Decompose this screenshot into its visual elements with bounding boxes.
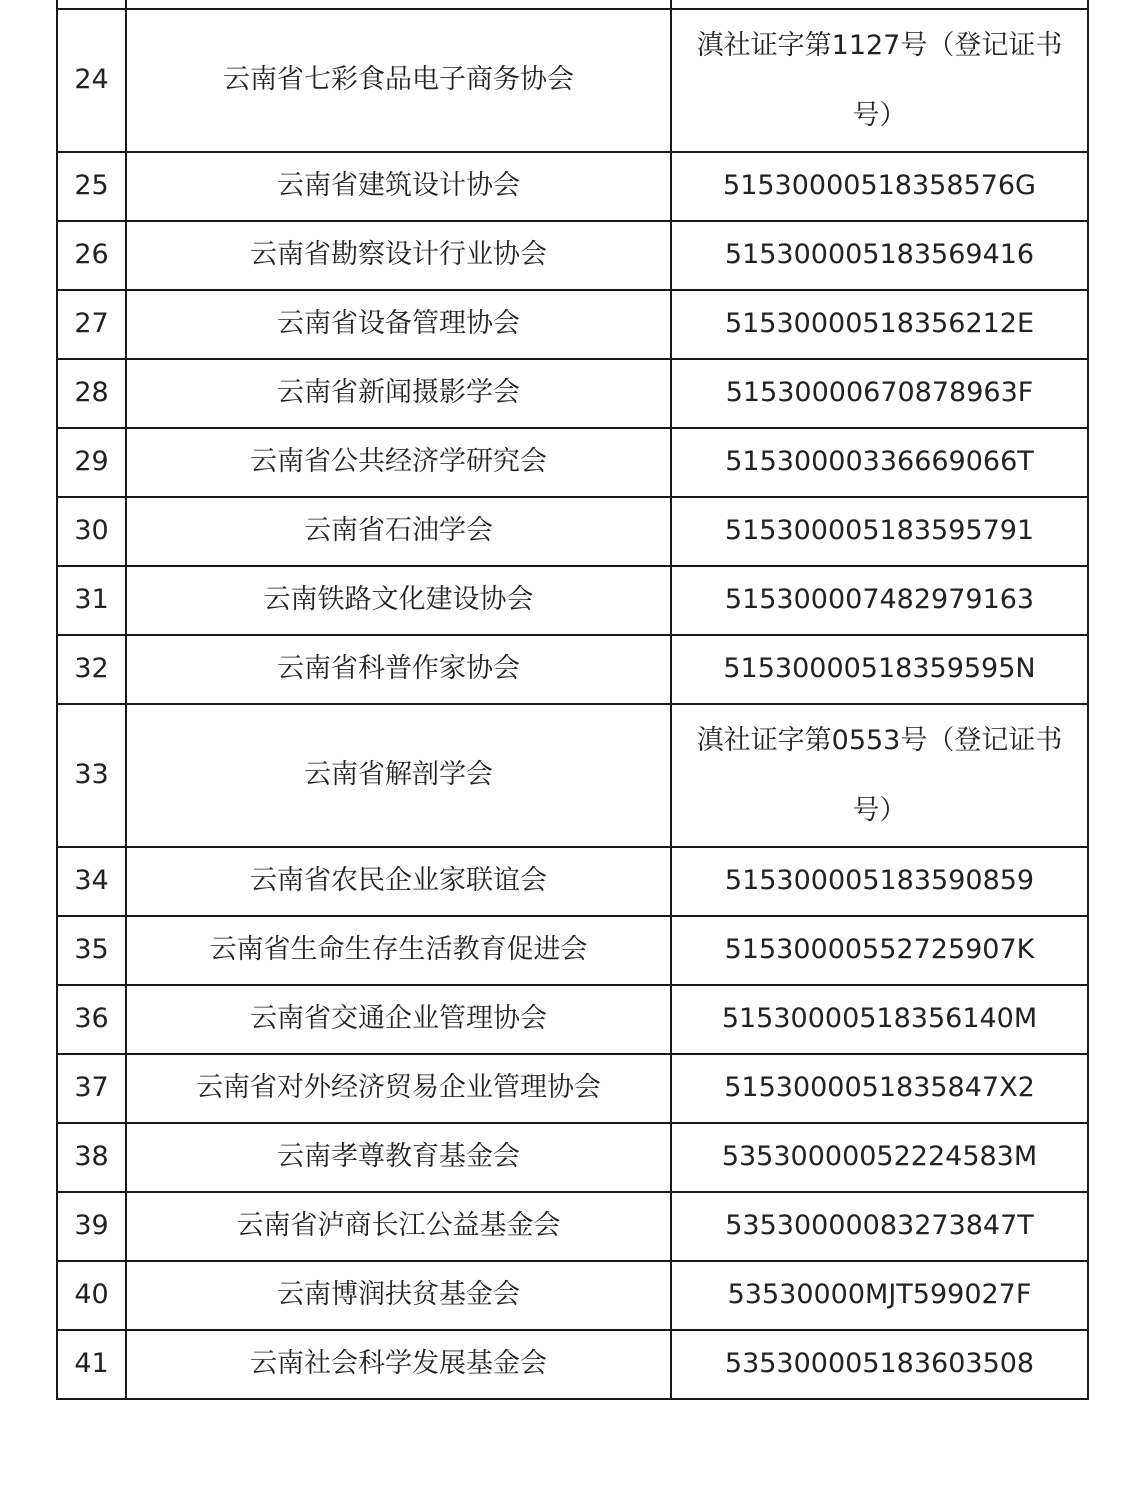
credit-code-cell: 51530000336669066T: [671, 428, 1088, 497]
credit-code-cell: 51530000518356140M: [671, 985, 1088, 1054]
organization-name-cell: 云南省勘察设计行业协会: [126, 221, 671, 290]
table-row: [57, 916, 1088, 985]
table-row: [57, 847, 1088, 916]
row-number-cell: 30: [57, 497, 126, 566]
credit-code-cell: 51530000670878963F: [671, 359, 1088, 428]
organization-name-cell: 云南省泸商长江公益基金会: [126, 1192, 671, 1261]
credit-code-cell: 53530000083273847T: [671, 1192, 1088, 1261]
table-row-partial: [57, 0, 1088, 9]
registration-table-wrapper: [56, 0, 1087, 1400]
organization-name-cell: 云南省农民企业家联谊会: [126, 847, 671, 916]
row-number-cell: 31: [57, 566, 126, 635]
table-row: [57, 152, 1088, 221]
row-number-cell: 25: [57, 152, 126, 221]
row-number-cell: 38: [57, 1123, 126, 1192]
organization-name-cell: 云南省交通企业管理协会: [126, 985, 671, 1054]
credit-code-cell: 滇社证字第0553号（登记证书号）: [671, 704, 1088, 847]
credit-code-cell: 51530000518359595N: [671, 635, 1088, 704]
table-row: [57, 635, 1088, 704]
table-row: [57, 359, 1088, 428]
row-number-cell: 29: [57, 428, 126, 497]
credit-code-cell: 515300005183595791: [671, 497, 1088, 566]
credit-code-cell: 515300005183569416: [671, 221, 1088, 290]
table-cell: [126, 0, 671, 9]
organization-name-cell: 云南省石油学会: [126, 497, 671, 566]
credit-code-cell: 53530000052224583M: [671, 1123, 1088, 1192]
table-row: [57, 428, 1088, 497]
credit-code-cell: 51530000518358576G: [671, 152, 1088, 221]
credit-code-cell: 53530000MJT599027F: [671, 1261, 1088, 1330]
organization-name-cell: 云南省建筑设计协会: [126, 152, 671, 221]
table-cell: [671, 0, 1088, 9]
row-number-cell: 41: [57, 1330, 126, 1399]
row-number-cell: 40: [57, 1261, 126, 1330]
row-number-cell: 27: [57, 290, 126, 359]
organization-name-cell: 云南省解剖学会: [126, 704, 671, 847]
row-number-cell: 33: [57, 704, 126, 847]
table-cell: [57, 0, 126, 9]
table-row: [57, 985, 1088, 1054]
credit-code-cell: 滇社证字第1127号（登记证书号）: [671, 9, 1088, 152]
table-row: [57, 221, 1088, 290]
credit-code-cell: 51530000518356212E: [671, 290, 1088, 359]
registration-table: [56, 0, 1089, 1400]
table-row: [57, 1330, 1088, 1399]
row-number-cell: 24: [57, 9, 126, 152]
table-row: [57, 566, 1088, 635]
credit-code-cell: 51530000552725907K: [671, 916, 1088, 985]
row-number-cell: 34: [57, 847, 126, 916]
credit-code-cell: 5153000051835847X2: [671, 1054, 1088, 1123]
table-row: [57, 497, 1088, 566]
organization-name-cell: 云南博润扶贫基金会: [126, 1261, 671, 1330]
row-number-cell: 35: [57, 916, 126, 985]
table-row: [57, 704, 1088, 847]
organization-name-cell: 云南省生命生存生活教育促进会: [126, 916, 671, 985]
organization-name-cell: 云南省七彩食品电子商务协会: [126, 9, 671, 152]
credit-code-cell: 515300007482979163: [671, 566, 1088, 635]
organization-name-cell: 云南社会科学发展基金会: [126, 1330, 671, 1399]
table-row: [57, 290, 1088, 359]
table-row: [57, 1123, 1088, 1192]
credit-code-cell: 515300005183590859: [671, 847, 1088, 916]
table-body: [57, 0, 1088, 1399]
row-number-cell: 32: [57, 635, 126, 704]
table-row: [57, 1261, 1088, 1330]
organization-name-cell: 云南省新闻摄影学会: [126, 359, 671, 428]
organization-name-cell: 云南省公共经济学研究会: [126, 428, 671, 497]
organization-name-cell: 云南孝尊教育基金会: [126, 1123, 671, 1192]
table-row: [57, 9, 1088, 152]
organization-name-cell: 云南省设备管理协会: [126, 290, 671, 359]
organization-name-cell: 云南省对外经济贸易企业管理协会: [126, 1054, 671, 1123]
credit-code-cell: 535300005183603508: [671, 1330, 1088, 1399]
row-number-cell: 39: [57, 1192, 126, 1261]
row-number-cell: 26: [57, 221, 126, 290]
table-row: [57, 1192, 1088, 1261]
row-number-cell: 37: [57, 1054, 126, 1123]
organization-name-cell: 云南省科普作家协会: [126, 635, 671, 704]
organization-name-cell: 云南铁路文化建设协会: [126, 566, 671, 635]
table-row: [57, 1054, 1088, 1123]
row-number-cell: 36: [57, 985, 126, 1054]
row-number-cell: 28: [57, 359, 126, 428]
